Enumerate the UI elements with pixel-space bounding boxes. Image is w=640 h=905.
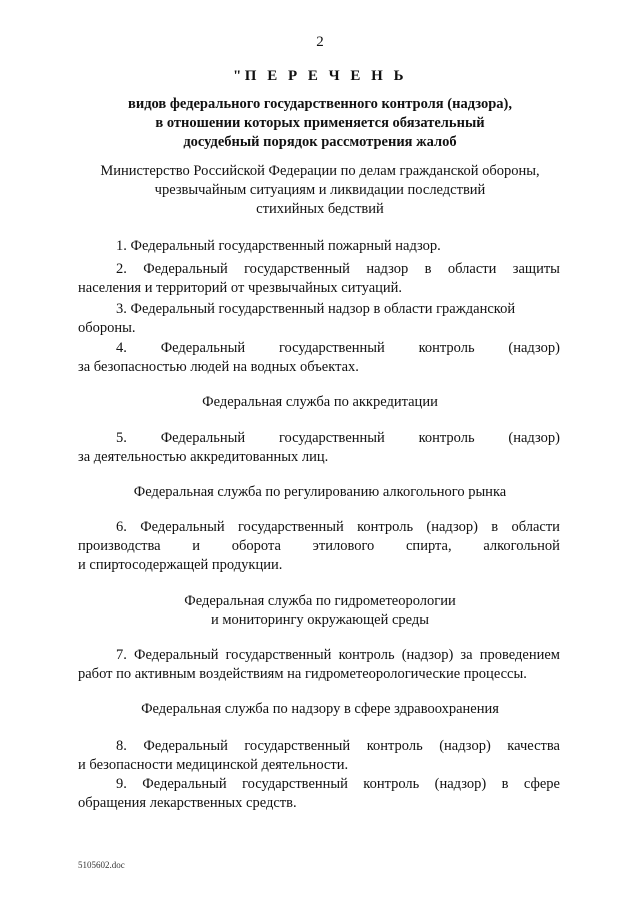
word: Федеральный [160, 430, 246, 446]
agency-heading-line: Федеральная служба по гидрометеорологии [184, 593, 456, 609]
word: в [491, 519, 499, 535]
word: Федеральный [160, 340, 246, 356]
list-item-1 [78, 237, 560, 256]
word: оборота [231, 538, 281, 554]
list-item-line [78, 775, 560, 794]
agency-heading-line: Федеральная служба по аккредитации [202, 394, 438, 410]
list-item-line: работ по активным воздействиям на гидрометеорологические процессы. [78, 666, 527, 682]
list-item-line: за деятельностью аккредитованных лиц. [78, 449, 329, 465]
list-item-line: обороны. [78, 320, 136, 336]
word: 9. [116, 776, 127, 792]
word: производства [78, 538, 161, 554]
word: государственный [237, 519, 344, 535]
document-subtitle [0, 95, 640, 152]
word: (надзор) [401, 647, 454, 663]
list-item-line [78, 260, 560, 279]
agency-heading-hydromet [0, 592, 640, 630]
list-item-6 [78, 518, 560, 575]
list-item-4 [78, 339, 560, 377]
list-item-5 [78, 429, 560, 467]
word: области [511, 519, 560, 535]
list-item-line [78, 537, 560, 556]
word: 4. [116, 340, 127, 356]
word: государственный [242, 776, 348, 792]
agency-heading-line: Федеральная служба по надзору в сфере здравоохранения [141, 701, 499, 717]
list-item-line: обращения лекарственных средств. [78, 795, 297, 811]
word: контроль [338, 647, 395, 663]
word: качества [507, 738, 560, 754]
word: спирта, [406, 538, 452, 554]
document-title: "П Е Р Е Ч Е Н Ь [232, 68, 407, 84]
list-item-9 [78, 775, 560, 813]
agency-heading-alcohol [0, 483, 640, 502]
word: 8. [116, 738, 127, 754]
word: защиты [512, 261, 560, 277]
agency-heading-accreditation [0, 393, 640, 412]
word: (надзор) [508, 340, 560, 356]
word: в [424, 261, 432, 277]
word: (надзор) [508, 430, 560, 446]
word: проведением [479, 647, 560, 663]
agency-heading-line: и мониторингу окружающей среды [210, 612, 430, 628]
agency-heading-line: стихийных бедствий [256, 201, 384, 217]
subtitle-line: видов федерального государственного контроля (надзора), [128, 96, 512, 112]
list-item-8 [78, 737, 560, 775]
document-file-code: 5105602.doc [78, 860, 125, 870]
list-item-line [78, 737, 560, 756]
list-item-3 [78, 300, 560, 338]
word: надзор [366, 261, 409, 277]
word: 5. [116, 430, 127, 446]
word: государственный [278, 430, 385, 446]
list-item-line [78, 339, 560, 358]
word: контроль [418, 430, 475, 446]
word: 7. [116, 647, 127, 663]
list-item-2 [78, 260, 560, 298]
word: государственный [244, 261, 350, 277]
page-number: 2 [316, 34, 324, 50]
word: Федеральный [143, 738, 228, 754]
list-item-line: за безопасностью людей на водных объектах. [78, 359, 359, 375]
word: контроль [357, 519, 414, 535]
list-item-line: и безопасности медицинской деятельности. [78, 757, 349, 773]
word: 2. [116, 261, 127, 277]
list-item-line [78, 429, 560, 448]
word: области [447, 261, 497, 277]
word: в [501, 776, 509, 792]
word: сфере [523, 776, 560, 792]
list-item-line: и спиртосодержащей продукции. [78, 557, 283, 573]
word: этилового [312, 538, 375, 554]
word: Федеральный [142, 776, 227, 792]
subtitle-line: досудебный порядок рассмотрения жалоб [183, 134, 457, 150]
word: государственный [244, 738, 351, 754]
list-item-line: 1. Федеральный государственный пожарный надзор. [116, 238, 441, 254]
list-item-7 [78, 646, 560, 684]
word: за [460, 647, 473, 663]
word: Федеральный [140, 519, 225, 535]
agency-heading-line: Министерство Российской Федерации по делам гражданской обороны, [100, 163, 540, 179]
word: Федеральный [134, 647, 219, 663]
subtitle-line: в отношении которых применяется обязательный [155, 115, 485, 131]
agency-heading-line: Федеральная служба по регулированию алкогольного рынка [133, 484, 507, 500]
word: 6. [116, 519, 127, 535]
word: государственный [225, 647, 332, 663]
word: контроль [363, 776, 420, 792]
agency-heading-mchs [0, 162, 640, 219]
list-item-line [78, 518, 560, 537]
list-item-line: населения и территорий от чрезвычайных ситуаций. [78, 280, 403, 296]
word: (надзор) [434, 776, 487, 792]
word: (надзор) [426, 519, 478, 535]
list-item-line: 3. Федеральный государственный надзор в области гражданской [116, 301, 516, 317]
word: Федеральный [143, 261, 228, 277]
list-item-line [78, 646, 560, 665]
word: и [192, 538, 201, 554]
agency-heading-healthcare [0, 700, 640, 719]
word: алкогольной [483, 538, 560, 554]
agency-heading-line: чрезвычайным ситуациям и ликвидации последствий [154, 182, 486, 198]
word: (надзор) [439, 738, 491, 754]
word: контроль [418, 340, 475, 356]
word: контроль [366, 738, 423, 754]
word: государственный [278, 340, 385, 356]
